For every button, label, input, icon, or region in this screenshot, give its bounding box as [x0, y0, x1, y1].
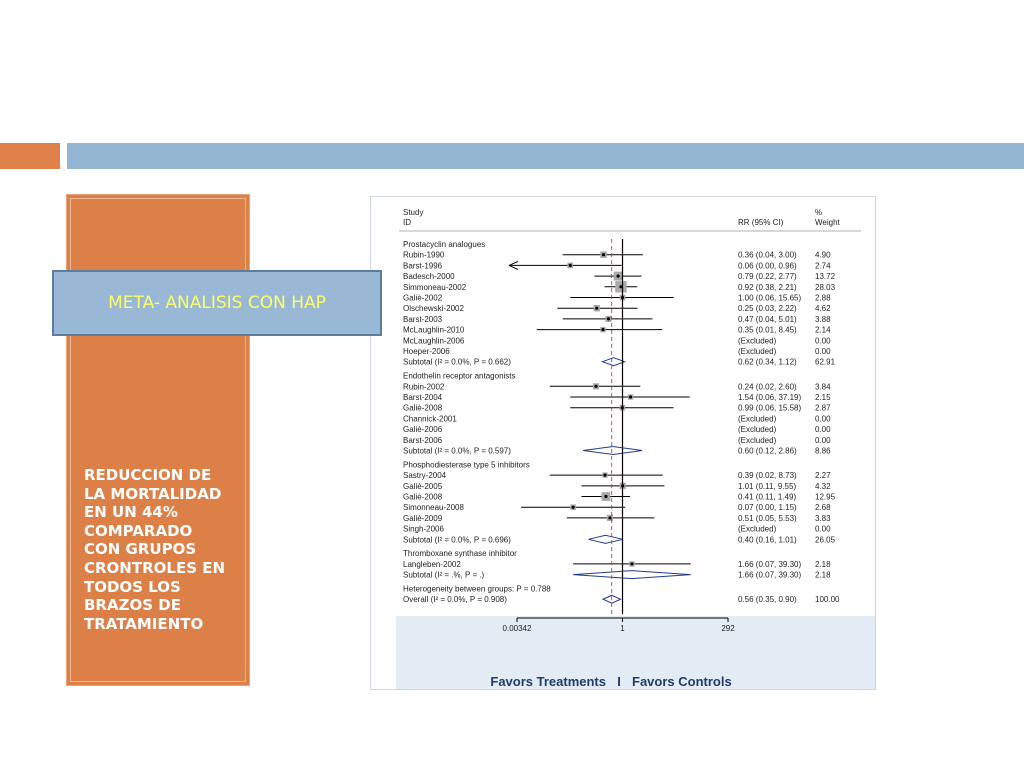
- heterogeneity-note: Heterogeneity between groups: P = 0.788: [403, 584, 551, 594]
- header-weight-pct: %: [815, 208, 823, 217]
- weight-value: 2.88: [815, 293, 831, 303]
- study-label: Simonneau-2008: [403, 503, 464, 513]
- header-rr: RR (95% CI): [738, 218, 784, 227]
- ci-value: 0.51 (0.05, 5.53): [738, 513, 797, 523]
- weight-value: 8.86: [815, 446, 831, 456]
- pooled-diamond: [588, 535, 622, 543]
- weight-value: 26.05: [815, 535, 836, 545]
- weight-value: 0.00: [815, 414, 831, 424]
- group-label: Endothelin receptor antagonists: [403, 371, 516, 381]
- weight-value: 3.84: [815, 382, 831, 392]
- ci-value: 0.60 (0.12, 2.86): [738, 446, 797, 456]
- ci-value: 1.66 (0.07, 39.30): [738, 570, 802, 580]
- weight-value: 2.15: [815, 393, 831, 403]
- study-label: Rubin-2002: [403, 382, 445, 392]
- subtotal-label: Overall (I² = 0.0%, P = 0.908): [403, 595, 507, 605]
- x-tick-label: 292: [721, 623, 735, 633]
- weight-value: 4.90: [815, 250, 831, 260]
- study-label: Barst-2003: [403, 314, 443, 324]
- weight-value: 4.32: [815, 481, 831, 491]
- ci-value: 0.07 (0.00, 1.15): [738, 503, 797, 513]
- ci-value: (Excluded): [738, 435, 777, 445]
- accent-bar-blue: [67, 143, 1024, 169]
- study-label: Galiè-2008: [403, 403, 443, 413]
- weight-value: 12.95: [815, 492, 836, 502]
- weight-value: 2.18: [815, 559, 831, 569]
- ci-value: (Excluded): [738, 425, 777, 435]
- point-estimate: [604, 495, 607, 498]
- study-label: Badesch-2000: [403, 272, 455, 282]
- ci-value: 0.35 (0.01, 8.45): [738, 325, 797, 335]
- ci-value: 0.36 (0.04, 3.00): [738, 250, 797, 260]
- weight-value: 62.91: [815, 357, 836, 367]
- subtotal-label: Subtotal (I² = 0.0%, P = 0.696): [403, 535, 511, 545]
- point-estimate: [617, 275, 620, 278]
- weight-value: 13.72: [815, 272, 836, 282]
- weight-value: 0.00: [815, 336, 831, 346]
- ci-value: 0.79 (0.22, 2.77): [738, 272, 797, 282]
- ci-value: 0.25 (0.03, 2.22): [738, 304, 797, 314]
- study-label: Hoeper-2006: [403, 347, 450, 356]
- point-estimate: [630, 562, 633, 565]
- study-label: McLaughlin-2006: [403, 336, 465, 346]
- point-estimate: [602, 253, 605, 256]
- weight-value: 2.18: [815, 570, 831, 580]
- ci-value: 0.99 (0.06, 15.58): [738, 403, 802, 413]
- ci-value: 0.41 (0.11, 1.49): [738, 492, 797, 502]
- favors-treatments-label: Favors Treatments: [490, 674, 606, 689]
- pooled-diamond: [602, 358, 624, 366]
- weight-value: 3.83: [815, 513, 831, 523]
- ci-value: (Excluded): [738, 414, 777, 424]
- ci-value: 0.92 (0.38, 2.21): [738, 282, 797, 292]
- ci-value: (Excluded): [738, 524, 777, 534]
- accent-bar-orange: [0, 143, 60, 169]
- subtotal-label: Subtotal (I² = 0.0%, P = 0.597): [403, 446, 511, 456]
- point-estimate: [594, 385, 597, 388]
- group-label: Prostacyclin analogues: [403, 240, 486, 249]
- study-label: McLaughlin-2010: [403, 325, 465, 335]
- weight-value: 0.00: [815, 347, 831, 356]
- subtotal-label: Subtotal (I² = .%, P = .): [403, 570, 485, 580]
- ci-value: (Excluded): [738, 336, 777, 346]
- ci-value: 1.00 (0.06, 15.65): [738, 293, 802, 303]
- point-estimate: [608, 516, 611, 519]
- weight-value: 0.00: [815, 524, 831, 534]
- group-label: Thromboxane synthase inhibitor: [403, 549, 517, 559]
- ci-value: (Excluded): [738, 347, 777, 356]
- ci-value: 0.39 (0.02, 8.73): [738, 471, 797, 481]
- ci-value: 0.40 (0.16, 1.01): [738, 535, 797, 545]
- study-label: Barst-1996: [403, 261, 443, 271]
- weight-value: 2.27: [815, 471, 831, 481]
- point-estimate: [603, 474, 606, 477]
- subtotal-label: Subtotal (I² = 0.0%, P = 0.662): [403, 357, 511, 367]
- x-tick-label: 0.00342: [502, 623, 532, 633]
- weight-value: 2.87: [815, 403, 831, 413]
- study-label: Channick-2001: [403, 414, 457, 424]
- weight-value: 0.00: [815, 435, 831, 445]
- point-estimate: [601, 328, 604, 331]
- study-label: Olschewski-2002: [403, 304, 464, 314]
- ci-value: 0.47 (0.04, 5.01): [738, 314, 797, 324]
- ci-value: 0.24 (0.02, 2.60): [738, 382, 797, 392]
- weight-value: 0.00: [815, 425, 831, 435]
- forest-plot-svg: [371, 197, 876, 690]
- point-estimate: [607, 317, 610, 320]
- ci-value: 1.01 (0.11, 9.55): [738, 481, 797, 491]
- weight-value: 2.74: [815, 261, 831, 271]
- callout-box: [52, 270, 382, 336]
- weight-value: 2.14: [815, 325, 831, 335]
- weight-value: 3.88: [815, 314, 831, 324]
- forest-plot: [370, 196, 876, 690]
- study-label: Langleben-2002: [403, 559, 461, 569]
- pooled-diamond: [573, 571, 691, 579]
- study-label: Galiè-2002: [403, 293, 443, 303]
- study-label: Rubin-1990: [403, 250, 445, 260]
- ci-value: 0.62 (0.34, 1.12): [738, 357, 797, 367]
- ci-value: 0.56 (0.35, 0.90): [738, 595, 797, 605]
- weight-value: 2.68: [815, 503, 831, 513]
- ci-value: 1.66 (0.07, 39.30): [738, 559, 802, 569]
- x-tick-label: 1: [620, 623, 625, 633]
- study-label: Galiè-2005: [403, 481, 443, 491]
- study-label: Sastry-2004: [403, 471, 447, 481]
- callout-title: META- ANALISIS CON HAP: [108, 293, 326, 313]
- header-weight: Weight: [815, 218, 840, 227]
- study-label: Galiè-2009: [403, 513, 443, 523]
- favors-divider: I: [617, 674, 621, 689]
- header-id: ID: [403, 218, 411, 227]
- point-estimate: [569, 264, 572, 267]
- ci-value: 0.06 (0.00, 0.96): [738, 261, 797, 271]
- favors-controls-label: Favors Controls: [632, 674, 732, 689]
- group-label: Phosphodiesterase type 5 inhibitors: [403, 460, 530, 470]
- study-label: Galiè-2008: [403, 492, 443, 502]
- point-estimate: [629, 395, 632, 398]
- study-label: Simmoneau-2002: [403, 282, 467, 292]
- study-label: Barst-2004: [403, 393, 443, 403]
- weight-value: 4.62: [815, 304, 831, 314]
- side-panel-text: REDUCCION DE LA MORTALIDAD EN UN 44% COMPARADO CON GRUPOS CRONTROLES EN TODOS LOS BRAZOS DE TRATAMIENTO: [84, 466, 226, 633]
- weight-value: 28.03: [815, 282, 836, 292]
- study-label: Galiè-2006: [403, 425, 443, 435]
- weight-value: 100.00: [815, 595, 840, 605]
- study-label: Singh-2006: [403, 524, 444, 534]
- point-estimate: [595, 307, 598, 310]
- study-label: Barst-2006: [403, 435, 443, 445]
- point-estimate: [571, 506, 574, 509]
- ci-value: 1.54 (0.06, 37.19): [738, 393, 802, 403]
- header-study: Study: [403, 208, 424, 217]
- pooled-diamond: [583, 447, 642, 455]
